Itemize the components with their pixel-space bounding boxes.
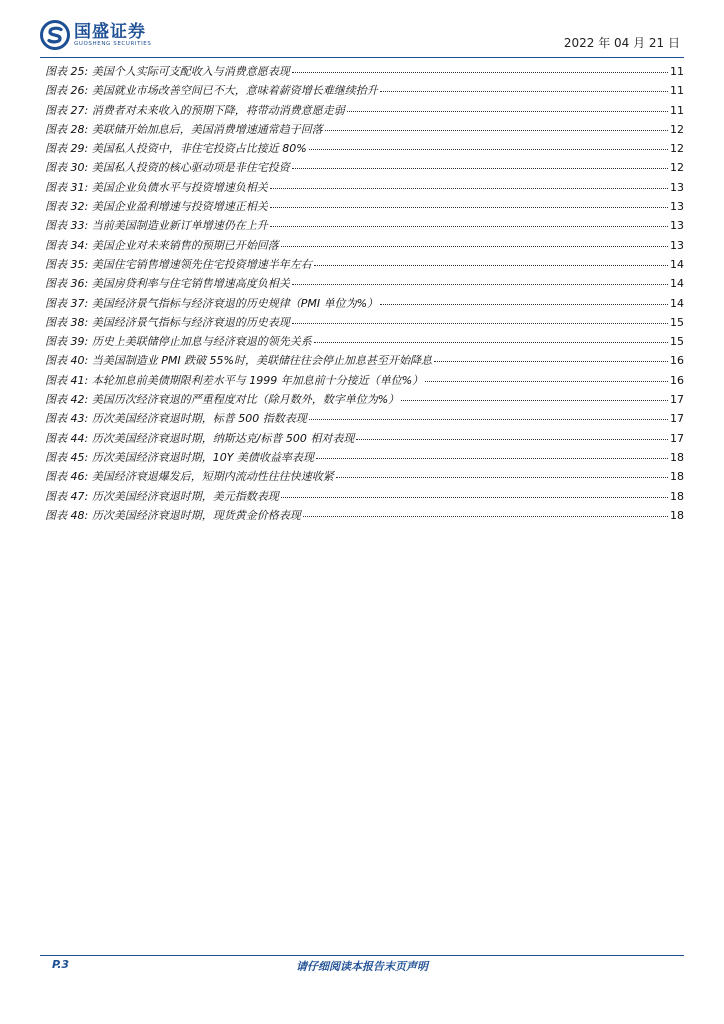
toc-entry-page: 11: [670, 103, 684, 117]
toc-entry-label: 图表 37:: [45, 296, 89, 310]
logo-name-cn: 国盛证券: [74, 21, 146, 42]
toc-entry-title: 历次美国经济衰退时期，现货黄金价格表现: [91, 508, 301, 522]
toc-entry[interactable]: [45, 507, 684, 526]
toc-dot-leader: [336, 476, 668, 478]
toc-entry-label: 图表 32:: [45, 200, 89, 214]
toc-entry-label: 图表 28:: [45, 122, 89, 136]
page-number: P.3: [52, 958, 70, 971]
toc-entry-page: 11: [670, 65, 684, 78]
toc-entry-page: 16: [670, 373, 684, 387]
toc-entry[interactable]: [45, 430, 684, 449]
toc-dot-leader: [270, 187, 668, 189]
toc-entry[interactable]: [45, 217, 684, 236]
logo-name-en: GUOSHENG SECURITIES: [74, 40, 152, 47]
toc-dot-leader: [292, 71, 668, 73]
toc-dot-leader: [401, 399, 668, 401]
toc-entry-page: 11: [670, 84, 684, 98]
toc-entry-page: 14: [670, 277, 684, 291]
toc-entry-label: 图表 31:: [45, 180, 89, 194]
toc-entry-page: 12: [670, 122, 684, 136]
figure-index-list: [45, 63, 684, 526]
toc-entry[interactable]: [45, 179, 684, 198]
toc-entry-page: 18: [670, 450, 684, 464]
toc-entry-title: 消费者对未来收入的预期下降，将带动消费意愿走弱: [91, 103, 345, 117]
toc-entry-title: 美国经济衰退爆发后，短期内流动性往往快速收紧: [91, 470, 334, 484]
toc-entry-page: 12: [670, 142, 684, 156]
toc-entry[interactable]: [45, 372, 684, 391]
toc-entry-label: 图表 46:: [45, 470, 89, 484]
toc-dot-leader: [380, 303, 668, 305]
toc-entry-label: 图表 29:: [45, 142, 89, 156]
toc-entry-label: 图表 35:: [45, 257, 89, 271]
toc-dot-leader: [303, 515, 668, 517]
toc-entry-page: 13: [670, 219, 684, 233]
toc-entry-page: 18: [670, 489, 684, 503]
toc-dot-leader: [270, 225, 668, 227]
toc-entry-title: 美联储开始加息后，美国消费增速通常趋于回落: [91, 122, 323, 136]
toc-entry[interactable]: [45, 295, 684, 314]
toc-entry[interactable]: [45, 333, 684, 352]
toc-dot-leader: [314, 341, 668, 343]
toc-dot-leader: [309, 148, 668, 150]
toc-entry-title: 美国历次经济衰退的严重程度对比（除月数外，数字单位为%）: [91, 393, 400, 407]
toc-dot-leader: [314, 264, 668, 266]
toc-dot-leader: [270, 206, 668, 208]
toc-entry[interactable]: [45, 140, 684, 159]
toc-entry-label: 图表 25:: [45, 65, 89, 78]
toc-dot-leader: [316, 457, 668, 459]
report-date: 2022 年 04 月 21 日: [563, 36, 680, 50]
toc-entry-title: 美国住宅销售增速领先住宅投资增速半年左右: [91, 257, 312, 271]
toc-entry-page: 15: [670, 315, 684, 329]
toc-dot-leader: [292, 283, 668, 285]
toc-entry-label: 图表 39:: [45, 335, 89, 349]
toc-entry[interactable]: [45, 82, 684, 101]
toc-entry-label: 图表 40:: [45, 354, 89, 368]
toc-entry[interactable]: [45, 63, 684, 82]
toc-entry[interactable]: [45, 410, 684, 429]
toc-entry[interactable]: [45, 275, 684, 294]
toc-entry-title: 历次美国经济衰退时期，10Y 美债收益率表现: [91, 450, 314, 464]
toc-entry-title: 美国个人实际可支配收入与消费意愿表现: [91, 65, 290, 78]
toc-entry-page: 14: [670, 296, 684, 310]
header-divider: [40, 57, 684, 58]
company-logo: [40, 20, 151, 50]
toc-entry-title: 本轮加息前美债期限利差水平与 1999 年加息前十分接近（单位%）: [91, 373, 424, 387]
toc-entry-page: 12: [670, 161, 684, 175]
toc-entry-label: 图表 42:: [45, 393, 89, 407]
toc-entry-page: 18: [670, 508, 684, 522]
toc-entry-title: 当美国制造业 PMI 跌破 55%时，美联储往往会停止加息甚至开始降息: [91, 354, 433, 368]
toc-dot-leader: [292, 322, 668, 324]
toc-entry-label: 图表 27:: [45, 103, 89, 117]
toc-dot-leader: [356, 438, 668, 440]
toc-dot-leader: [309, 418, 668, 420]
toc-entry-page: 13: [670, 200, 684, 214]
footer-divider: [40, 955, 684, 956]
toc-entry-label: 图表 43:: [45, 412, 89, 426]
toc-entry[interactable]: [45, 391, 684, 410]
toc-entry[interactable]: [45, 237, 684, 256]
toc-entry-label: 图表 45:: [45, 450, 89, 464]
toc-dot-leader: [347, 110, 668, 112]
toc-entry-page: 13: [670, 180, 684, 194]
toc-entry-title: 美国就业市场改善空间已不大，意味着薪资增长难继续抬升: [91, 84, 378, 98]
toc-entry-page: 14: [670, 257, 684, 271]
toc-entry[interactable]: [45, 352, 684, 371]
toc-entry-page: 17: [670, 393, 684, 407]
toc-entry[interactable]: [45, 159, 684, 178]
toc-entry-page: 17: [670, 412, 684, 426]
toc-entry[interactable]: [45, 256, 684, 275]
toc-entry-label: 图表 48:: [45, 508, 89, 522]
toc-entry-label: 图表 34:: [45, 238, 89, 252]
toc-entry-title: 当前美国制造业新订单增速仍在上升: [91, 219, 268, 233]
toc-entry-label: 图表 30:: [45, 161, 89, 175]
toc-entry-title: 历史上美联储停止加息与经济衰退的领先关系: [91, 335, 312, 349]
toc-entry[interactable]: [45, 488, 684, 507]
toc-entry[interactable]: [45, 121, 684, 140]
toc-entry-title: 历次美国经济衰退时期，纳斯达克/标普 500 相对表现: [91, 431, 355, 445]
toc-entry-label: 图表 44:: [45, 431, 89, 445]
disclaimer-note: 请仔细阅读本报告末页声明: [296, 960, 428, 973]
toc-entry-title: 美国经济景气指标与经济衰退的历史规律（PMI 单位为%）: [91, 296, 379, 310]
toc-entry-page: 18: [670, 470, 684, 484]
logo-emblem-icon: [40, 20, 70, 50]
toc-entry[interactable]: [45, 314, 684, 333]
toc-entry-page: 15: [670, 335, 684, 349]
toc-entry-title: 美国房贷利率与住宅销售增速高度负相关: [91, 277, 290, 291]
logo-wordmark: [74, 23, 151, 48]
toc-dot-leader: [325, 129, 668, 131]
toc-entry[interactable]: [45, 468, 684, 487]
toc-entry-label: 图表 33:: [45, 219, 89, 233]
toc-entry-page: 17: [670, 431, 684, 445]
toc-dot-leader: [434, 360, 668, 362]
toc-entry[interactable]: [45, 449, 684, 468]
toc-entry-label: 图表 41:: [45, 373, 89, 387]
toc-dot-leader: [425, 380, 668, 382]
toc-dot-leader: [281, 245, 668, 247]
toc-entry-title: 美国企业对未来销售的预期已开始回落: [91, 238, 279, 252]
toc-entry-title: 美国私人投资中，非住宅投资占比接近 80%: [91, 142, 307, 156]
toc-entry-label: 图表 26:: [45, 84, 89, 98]
toc-entry[interactable]: [45, 102, 684, 121]
toc-entry-label: 图表 47:: [45, 489, 89, 503]
toc-dot-leader: [281, 496, 668, 498]
toc-entry-title: 历次美国经济衰退时期，美元指数表现: [91, 489, 279, 503]
toc-entry-title: 美国企业负债水平与投资增速负相关: [91, 180, 268, 194]
toc-entry-page: 16: [670, 354, 684, 368]
toc-entry-page: 13: [670, 238, 684, 252]
toc-entry-title: 美国经济景气指标与经济衰退的历史表现: [91, 315, 290, 329]
toc-entry-title: 历次美国经济衰退时期，标普 500 指数表现: [91, 412, 307, 426]
page-header: [40, 20, 684, 54]
toc-entry-label: 图表 38:: [45, 315, 89, 329]
toc-entry-label: 图表 36:: [45, 277, 89, 291]
toc-dot-leader: [292, 167, 668, 169]
toc-entry[interactable]: [45, 198, 684, 217]
toc-entry-title: 美国私人投资的核心驱动项是非住宅投资: [91, 161, 290, 175]
toc-dot-leader: [380, 90, 668, 92]
toc-entry-title: 美国企业盈利增速与投资增速正相关: [91, 200, 268, 214]
